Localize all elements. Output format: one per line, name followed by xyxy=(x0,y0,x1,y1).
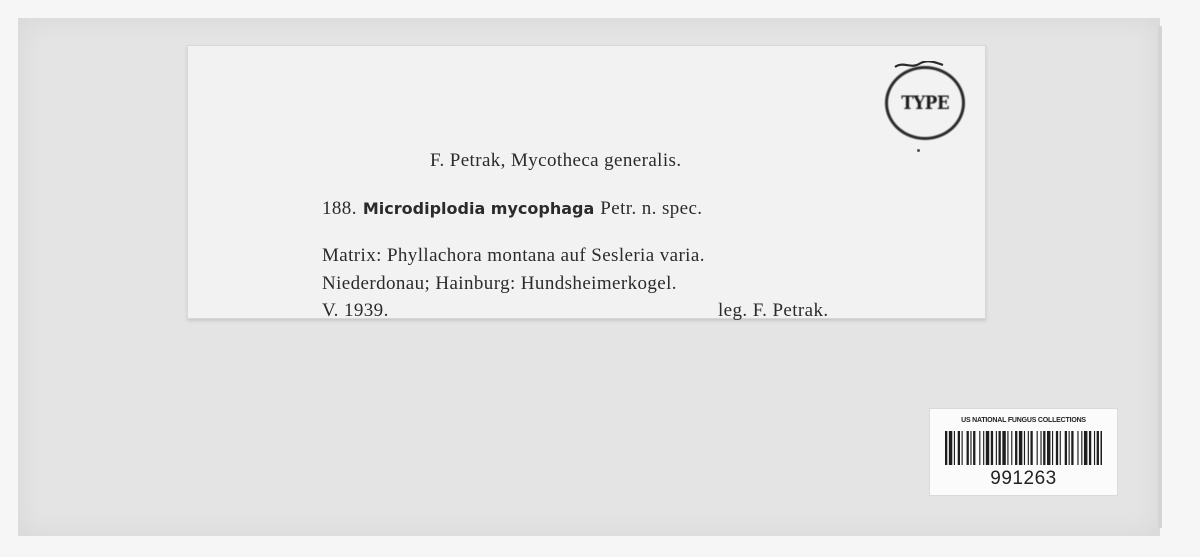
type-stamp xyxy=(885,66,965,140)
sheet-edge xyxy=(1158,26,1162,528)
taxon-author: Petr. n. spec. xyxy=(600,198,703,219)
series-title: F. Petrak, Mycotheca generalis. xyxy=(430,150,682,171)
barcode-icon xyxy=(945,431,1102,465)
species-line xyxy=(322,198,702,220)
matrix-line: Matrix: Phyllachora montana auf Sesleria varia. xyxy=(322,245,705,266)
barcode-label xyxy=(929,408,1118,496)
ink-dot xyxy=(917,149,920,152)
taxon-name: Microdiplodia mycophaga xyxy=(362,199,595,218)
specimen-label xyxy=(187,45,986,319)
collection-date: V. 1939. xyxy=(322,300,389,321)
locality-line: Niederdonau; Hainburg: Hundsheimerkogel. xyxy=(322,273,677,294)
type-stamp-text: TYPE xyxy=(901,92,949,114)
exsiccata-number: 188. xyxy=(322,198,357,219)
barcode-institution: US NATIONAL FUNGUS COLLECTIONS xyxy=(961,417,1086,424)
collector: leg. F. Petrak. xyxy=(718,300,829,321)
barcode-number: 991263 xyxy=(990,468,1057,489)
